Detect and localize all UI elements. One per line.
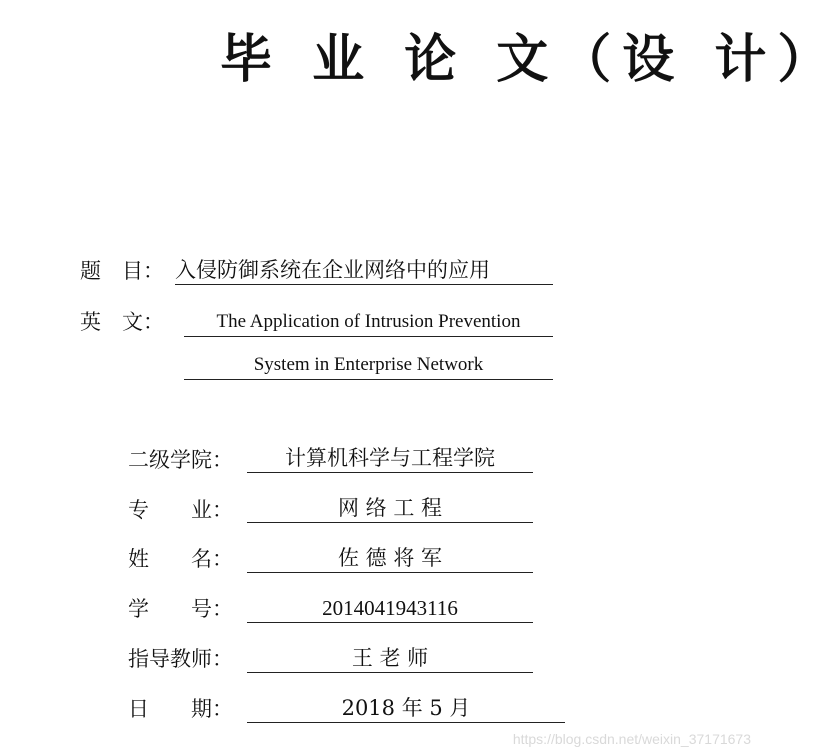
topic-label: 题 目： (80, 259, 164, 283)
date-label: 日 期： (128, 697, 233, 721)
watermark-url: https://blog.csdn.net/weixin_37171673 (512, 731, 751, 747)
student-id-value: 2014041943116 (247, 594, 533, 623)
english-label: 英 文： (80, 310, 164, 334)
english-title-line-1: The Application of Intrusion Prevention (184, 308, 553, 337)
college-label: 二级学院： (128, 448, 233, 472)
student-id-label: 学 号： (128, 597, 233, 621)
topic-value: 入侵防御系统在企业网络中的应用 (175, 256, 553, 285)
date-value: 2018 年 5 月 (247, 694, 565, 723)
college-value: 计算机科学与工程学院 (247, 444, 533, 473)
name-value: 佐 德 将 军 (247, 544, 533, 573)
thesis-title: 毕 业 论 文（设 计） (220, 30, 840, 90)
name-label: 姓 名： (128, 547, 233, 571)
advisor-label: 指导教师： (128, 647, 233, 671)
advisor-value: 王 老 师 (247, 644, 533, 673)
english-title-line-2: System in Enterprise Network (184, 351, 553, 380)
major-label: 专 业： (128, 498, 233, 522)
major-value: 网 络 工 程 (247, 494, 533, 523)
